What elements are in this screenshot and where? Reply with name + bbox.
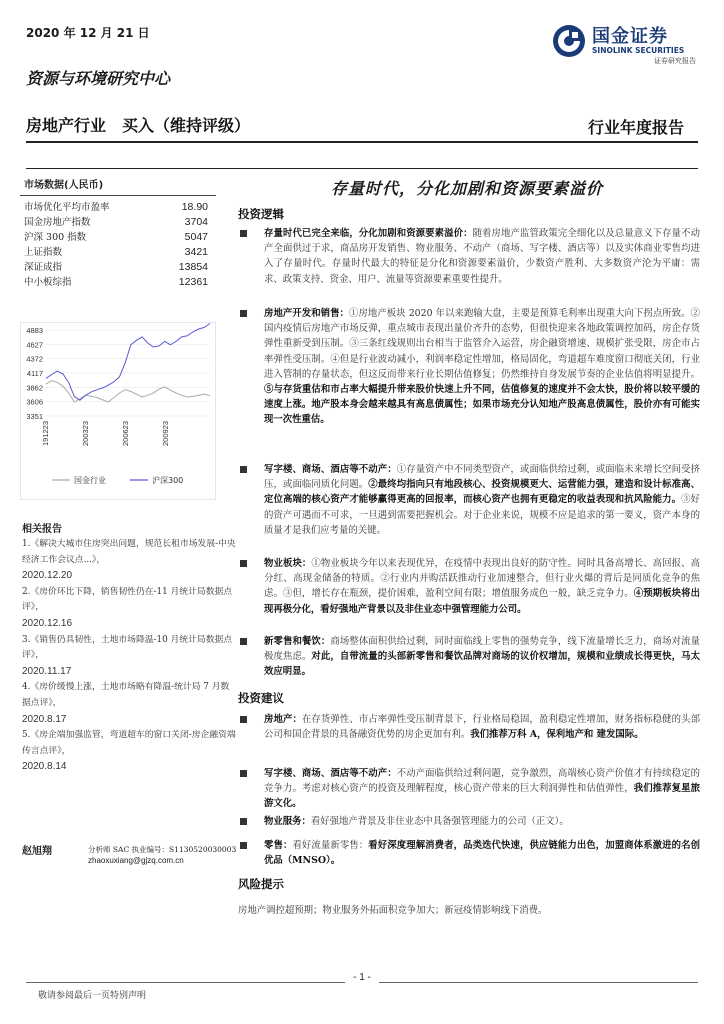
point-text: 商场整体面积供给过剩，同时面临线上零售的强势竞争，线下流量增长乏力，商场对流量极度焦虑。 bbox=[264, 636, 700, 663]
market-label: 上证指数 bbox=[24, 247, 63, 258]
market-label: 市场优化平均市盈率 bbox=[24, 202, 110, 213]
related-reports-list bbox=[22, 537, 236, 776]
logic-heading: 投资逻辑 bbox=[238, 207, 284, 221]
report-title: 存量时代，分化加剧和资源要素溢价 bbox=[330, 179, 603, 198]
divider bbox=[20, 195, 216, 196]
point-lead: 物业板块： bbox=[264, 558, 312, 569]
market-row bbox=[20, 275, 216, 290]
point-highlight: 看好深度理解消费者，品类迭代快速，供应链能力出色，加盟商体系激进的名创优品（MNSO）。 bbox=[264, 840, 700, 867]
risk-text: 房地产调控超预期；物业服务外拓面积竞争加大；新冠疫情影响线下消费。 bbox=[238, 905, 548, 916]
point-text: 看好流量新零售： bbox=[292, 840, 369, 851]
point-lead: 物业服务： bbox=[264, 816, 311, 827]
logo-text-cn: 国金证券 bbox=[592, 26, 668, 47]
analyst-name: 赵旭翔 bbox=[22, 846, 52, 857]
point-highlight: ④预期板块将出现再极分化，看好强地产背景以及非住业态中强管理能力公司。 bbox=[264, 588, 700, 615]
bullet-square-icon bbox=[240, 310, 247, 317]
y-tick-label: 4627 bbox=[26, 340, 43, 350]
market-value: 18.90 bbox=[181, 201, 208, 213]
bullet-square-icon bbox=[240, 770, 247, 777]
related-report-title: 1.《解决大城市住房突出问题，规范长租市场发展-中央经济工作会议点...》， bbox=[22, 539, 236, 565]
advice-property bbox=[236, 766, 700, 812]
list-item[interactable] bbox=[22, 728, 236, 776]
logic-point-retail bbox=[236, 634, 700, 680]
point-highlight: 我们推荐万科 A，保利地产和 建发国际。 bbox=[470, 729, 644, 741]
market-label: 国金房地产指数 bbox=[24, 217, 91, 228]
bullet-square-icon bbox=[240, 716, 247, 723]
point-text: 看好强地产背景及非住业态中具备强管理能力的公司（正文）。 bbox=[310, 816, 569, 827]
point-highlight: ⑤与存货重估和市占率大幅提升带来股价快速上升不同，估值修复的速度并不会太快，股价将以较平缓的速度上涨。地产股本身会越来越具有高息债属性；如果市场充分认知地产股高息债属性，股价亦有可能实现一次性重估。 bbox=[264, 384, 700, 426]
y-tick-label: 4117 bbox=[26, 369, 43, 378]
x-tick-label: 200623 bbox=[121, 420, 130, 446]
logo-text-en: SINOLINK SECURITIES bbox=[592, 46, 685, 55]
bullet-square-icon bbox=[240, 638, 247, 645]
sector-rating: 房地产行业 买入（维持评级） bbox=[26, 116, 251, 135]
market-row bbox=[20, 200, 216, 215]
related-report-title: 3.《销售仍具韧性，土地市场降温-10 月统计局数据点评》， bbox=[22, 634, 233, 661]
point-lead: 零售： bbox=[264, 840, 293, 851]
related-report-date: 2020.12.16 bbox=[22, 617, 73, 629]
y-tick-label: 3606 bbox=[26, 397, 43, 407]
bullet-square-icon bbox=[240, 466, 247, 473]
point-lead: 写字楼、商场、酒店等不动产： bbox=[264, 768, 397, 779]
x-tick-label: 191223 bbox=[41, 420, 50, 446]
related-report-date: 2020.11.17 bbox=[22, 665, 72, 677]
list-item[interactable] bbox=[22, 680, 236, 728]
point-text: 随着房地产监管政策完全细化以及总量意义下存量不动产全面供过于求，商品房开发销售、物业服务、不动产（商场、写字楼、酒店等）以及实体商业零售均进入了存量时代。存量时代最大的特征是分化和资源要素溢价，少数资产胜利、大多数资产沦为平庸：需求、政策支持、资金、用户、流量等资源要素重要性提升。 bbox=[264, 228, 700, 285]
point-text: ①房地产板块 2020 年以来跑输大盘，主要是预算毛利率出现重大向下拐点所致。②国内疫情后房地产市场反弹，重点城市表现出量价齐升的态势，但很快迎来各地政策调控加码，房企存货弹性重新受到压制。③三条红线规则出台相当于监管介入运营，房企融资增速、规模扩张受限，房企市占率弹性受压制。④但是行业波动减小，利润率稳定性增加，格局固化，弯道超车难度窗口彻底关闭，行业进入管制的存量状态，但这反而带来行业长期估值修复；仍然维持自身发展节奏的企业估值将明显提升。 bbox=[264, 308, 700, 380]
market-row bbox=[20, 230, 216, 245]
chart-frame bbox=[20, 322, 216, 500]
header-rule-thin bbox=[26, 168, 698, 169]
advice-real-estate bbox=[236, 712, 700, 742]
point-lead: 房地产： bbox=[264, 714, 302, 725]
related-report-date: 2020.12.20 bbox=[22, 570, 73, 582]
bullet-square-icon bbox=[240, 842, 247, 849]
logic-point-property bbox=[236, 462, 700, 538]
y-tick-label: 3862 bbox=[26, 383, 43, 393]
list-item[interactable] bbox=[22, 633, 236, 681]
related-reports-title: 相关报告 bbox=[22, 524, 62, 535]
point-text: ③好的资产可遇而不可求，一旦遇到需要把握机会。对于企业来说，规模不应是追求的第一要义，资产本身的质量才是我们应考量的关键。 bbox=[264, 494, 700, 536]
report-kind: 行业年度报告 bbox=[587, 118, 684, 137]
market-row bbox=[20, 260, 216, 275]
advice-services bbox=[236, 814, 700, 829]
related-report-title: 2.《房价环比下降，销售韧性仍在-11 月统计局数据点评》， bbox=[22, 586, 233, 613]
market-value: 12361 bbox=[178, 276, 208, 288]
point-highlight: 对此，自带流量的头部新零售和餐饮品牌对商场的议价权增加，规模和业绩成长得更快，马太效应明显。 bbox=[264, 651, 700, 678]
market-data-title: 市场数据(人民币) bbox=[24, 180, 104, 191]
page-number bbox=[0, 972, 724, 983]
market-label: 沪深 300 指数 bbox=[24, 232, 87, 243]
sinolink-logo-icon bbox=[552, 24, 586, 58]
point-lead: 新零售和餐饮： bbox=[264, 636, 331, 647]
header-rule bbox=[26, 141, 698, 143]
market-data-table bbox=[20, 200, 216, 290]
x-tick-label: 200923 bbox=[161, 420, 170, 446]
market-label: 中小板综指 bbox=[24, 277, 72, 288]
point-highlight: ②最终均指向只有地段核心、投资规模更大、运营能力强，建造和设计标准高、定位高端的核心资产才能够赢得更高的回报率，而核心资产也拥有更稳定的收益表现和抗风险能力。 bbox=[264, 479, 700, 506]
market-value: 3421 bbox=[184, 246, 208, 258]
list-item[interactable] bbox=[22, 585, 236, 633]
risk-heading: 风险提示 bbox=[238, 877, 284, 891]
bullet-square-icon bbox=[240, 818, 247, 825]
advice-retail bbox=[236, 838, 700, 868]
advice-heading: 投资建议 bbox=[238, 691, 284, 705]
point-text: 在存货弹性、市占率弹性受压制背景下，行业格局稳固，盈利稳定性增加，财务指标稳健的头部公司和国企背景的具备融资优势的房企更加有利。 bbox=[264, 714, 700, 741]
report-date: 2020 年 12 月 21 日 bbox=[26, 26, 150, 40]
page-number-text: - 1 - bbox=[345, 972, 379, 983]
y-tick-label: 4883 bbox=[26, 326, 43, 335]
market-row bbox=[20, 215, 216, 230]
logic-point-overview bbox=[236, 226, 700, 287]
point-lead: 房地产开发和销售： bbox=[264, 308, 349, 319]
point-lead: 写字楼、商场、酒店等不动产： bbox=[264, 464, 397, 475]
market-value: 13854 bbox=[178, 261, 208, 273]
index-line-chart bbox=[20, 322, 216, 500]
analyst-email[interactable]: zhaoxuxiang@gjzq.com.cn bbox=[88, 856, 184, 865]
logic-point-development bbox=[236, 306, 700, 428]
bullet-square-icon bbox=[240, 560, 247, 567]
point-lead: 存量时代已完全来临，分化加剧和资源要素溢价： bbox=[264, 228, 473, 239]
bullet-square-icon bbox=[240, 230, 247, 237]
market-value: 5047 bbox=[184, 231, 208, 243]
point-text: 不动产面临供给过剩问题，竞争激烈，高端核心资产价值才有持续稳定的竞争力。考虑对核心资产的投资及理解程度，核心资产带来的巨大利润弹性和估值弹性， bbox=[264, 768, 700, 795]
legend-label: 沪深300 bbox=[152, 476, 184, 485]
point-text: ①存量资产中不同类型资产，或面临供给过剩，或面临未来增长空间受挤压，或面临同质化问题。 bbox=[264, 464, 700, 491]
related-report-title: 5.《房企端加强监管，弯道超车的窗口关闭-房企融资端传言点评》， bbox=[22, 730, 236, 756]
market-label: 深证成指 bbox=[24, 262, 63, 273]
y-tick-label: 3351 bbox=[26, 412, 43, 421]
related-report-title: 4.《房价缓慢上涨，土地市场略有降温-统计局 7 月数据点评》， bbox=[22, 682, 230, 708]
point-text: ①物业板块今年以来表现优异，在疫情中表现出良好的防守性。同时具备高增长、高回报、高分红、高现金储备的特质。②行业内并购活跃推动行业加速整合，但行业火爆的背后是同质化竞争的焦虑。③但，增长存在瓶颈，提价困难，盈利空间有限；增值服务成色一般，缺乏竞争力。 bbox=[264, 558, 700, 600]
logic-point-services bbox=[236, 556, 700, 617]
footer-disclaimer: 敬请参阅最后一页特别声明 bbox=[38, 991, 147, 1001]
related-report-date: 2020.8.14 bbox=[22, 761, 67, 773]
related-report-date: 2020.8.17 bbox=[22, 713, 67, 725]
list-item[interactable] bbox=[22, 537, 236, 585]
market-data-panel bbox=[20, 176, 216, 290]
market-value: 3704 bbox=[184, 216, 208, 228]
point-highlight: 我们推荐复星旅游文化。 bbox=[264, 783, 700, 810]
legend-label: 国金行业 bbox=[74, 476, 106, 485]
report-type-label: 证券研究报告 bbox=[654, 57, 696, 65]
y-tick-label: 4372 bbox=[26, 354, 43, 364]
x-tick-label: 200323 bbox=[81, 420, 90, 446]
market-row bbox=[20, 245, 216, 260]
analyst-license: 分析师 SAC 执业编号：S1130520030003 bbox=[88, 845, 237, 854]
research-center: 资源与环境研究中心 bbox=[26, 69, 171, 88]
